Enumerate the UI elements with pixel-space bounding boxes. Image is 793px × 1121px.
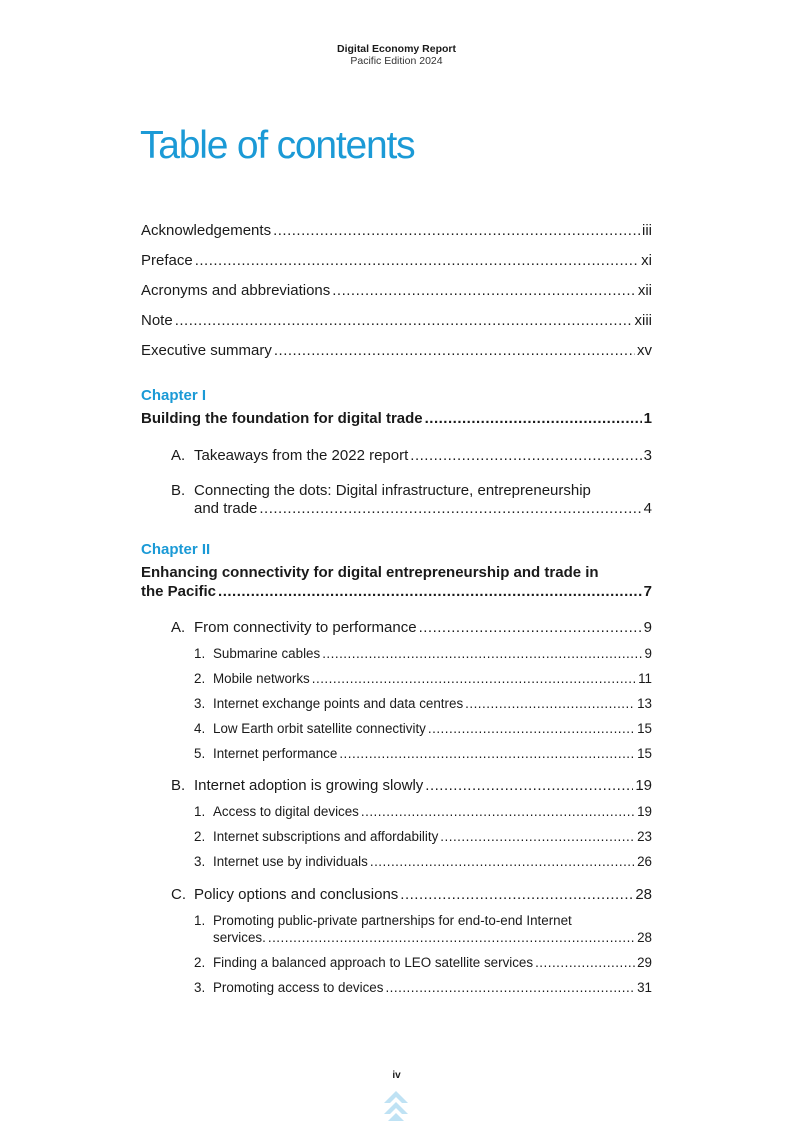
dot-leader <box>274 342 635 359</box>
toc-entry-label: Note <box>141 312 173 329</box>
subsection-title: Internet exchange points and data centres <box>213 696 464 711</box>
subsection-page: 13 <box>637 696 652 711</box>
section-letter: A. <box>171 447 186 464</box>
dot-leader <box>419 619 642 636</box>
toc-subsection[interactable] <box>213 930 652 945</box>
dot-leader <box>410 447 641 464</box>
toc-subsection[interactable] <box>213 746 652 761</box>
toc-entry-preface[interactable] <box>141 252 652 269</box>
toc-entry-page: xv <box>637 342 652 359</box>
dot-leader <box>332 282 636 299</box>
subsection-page: 15 <box>637 746 652 761</box>
section-letter: C. <box>171 886 186 903</box>
page-title: Table of contents <box>140 124 415 167</box>
section-page: 19 <box>635 777 652 794</box>
subsection-title-line1[interactable]: Promoting public-private partnerships for end-to-end Internet <box>213 913 572 928</box>
toc-subsection[interactable] <box>213 955 652 970</box>
dot-leader <box>268 930 635 945</box>
subsection-page: 29 <box>637 955 652 970</box>
dot-leader <box>175 312 633 329</box>
toc-entry-label: Preface <box>141 252 193 269</box>
toc-subsection[interactable] <box>213 804 652 819</box>
item-number: 3. <box>194 696 206 711</box>
item-number: 3. <box>194 854 206 869</box>
subsection-page: 26 <box>637 854 652 869</box>
section-title: Internet adoption is growing slowly <box>194 777 424 794</box>
subsection-title: Finding a balanced approach to LEO satellite services <box>213 955 534 970</box>
subsection-page: 23 <box>637 829 652 844</box>
dot-leader <box>273 222 640 239</box>
item-number: 4. <box>194 721 206 736</box>
toc-chapter-2[interactable] <box>141 583 652 600</box>
dot-leader <box>400 886 633 903</box>
dot-leader <box>259 500 641 517</box>
section-page: 9 <box>643 619 652 636</box>
running-header <box>0 43 793 67</box>
toc-entry-executive-summary[interactable] <box>141 342 652 359</box>
section-page: 3 <box>643 447 652 464</box>
chevron-up-icon <box>382 1089 410 1121</box>
subsection-title: Internet subscriptions and affordability <box>213 829 439 844</box>
section-letter: B. <box>171 777 186 794</box>
section-page: 4 <box>643 500 652 517</box>
toc-subsection[interactable] <box>213 646 652 661</box>
dot-leader <box>440 829 635 844</box>
toc-entry-note[interactable] <box>141 312 652 329</box>
toc-entry-label: Acronyms and abbreviations <box>141 282 331 299</box>
chapter-1-label: Chapter I <box>141 387 207 404</box>
dot-leader <box>361 804 635 819</box>
dot-leader <box>218 583 642 600</box>
dot-leader <box>385 980 635 995</box>
dot-leader <box>428 721 635 736</box>
dot-leader <box>195 252 639 269</box>
section-title-line2: and trade <box>194 500 258 517</box>
subsection-page: 28 <box>637 930 652 945</box>
toc-subsection[interactable] <box>213 721 652 736</box>
toc-entry-page: iii <box>642 222 652 239</box>
toc-entry-page: xi <box>641 252 652 269</box>
chapter-2-title-line1[interactable]: Enhancing connectivity for digital entrepreneurship and trade in <box>141 564 599 581</box>
toc-subsection[interactable] <box>213 854 652 869</box>
item-number: 1. <box>194 646 206 661</box>
toc-chapter-1[interactable] <box>141 410 652 427</box>
toc-section-2c[interactable] <box>194 886 652 903</box>
toc-section-2b[interactable] <box>194 777 652 794</box>
toc-subsection[interactable] <box>213 671 652 686</box>
section-title: Takeaways from the 2022 report <box>194 447 409 464</box>
item-number: 2. <box>194 955 206 970</box>
toc-subsection[interactable] <box>213 980 652 995</box>
chapter-title: Building the foundation for digital trade <box>141 410 423 427</box>
section-letter: B. <box>171 482 186 499</box>
item-number: 3. <box>194 980 206 995</box>
dot-leader <box>535 955 635 970</box>
subsection-title: Internet performance <box>213 746 338 761</box>
chapter-page: 1 <box>643 410 652 427</box>
toc-section-2a[interactable] <box>194 619 652 636</box>
toc-entry-acknowledgements[interactable] <box>141 222 652 239</box>
chapter-title-line2: the Pacific <box>141 583 217 600</box>
toc-entry-page: xiii <box>634 312 652 329</box>
item-number: 2. <box>194 671 206 686</box>
toc-subsection[interactable] <box>213 829 652 844</box>
item-number: 1. <box>194 804 206 819</box>
dot-leader <box>425 777 633 794</box>
section-page: 28 <box>635 886 652 903</box>
subsection-page: 19 <box>637 804 652 819</box>
toc-subsection[interactable] <box>213 696 652 711</box>
section-letter: A. <box>171 619 186 636</box>
subsection-title: Promoting access to devices <box>213 980 384 995</box>
section-title-line1[interactable]: Connecting the dots: Digital infrastructure, entrepreneurship <box>194 482 591 499</box>
dot-leader <box>322 646 642 661</box>
report-title: Digital Economy Report <box>336 43 456 55</box>
toc-entry-page: xii <box>637 282 652 299</box>
subsection-page: 31 <box>637 980 652 995</box>
page-number: iv <box>392 1070 401 1081</box>
toc-section-1a[interactable] <box>194 447 652 464</box>
subsection-title: Submarine cables <box>213 646 321 661</box>
toc-entry-label: Executive summary <box>141 342 272 359</box>
dot-leader <box>465 696 635 711</box>
dot-leader <box>370 854 635 869</box>
chapter-2-label: Chapter II <box>141 541 211 558</box>
subsection-title: Access to digital devices <box>213 804 359 819</box>
toc-section-1b[interactable] <box>194 500 652 517</box>
toc-entry-label: Acknowledgements <box>141 222 272 239</box>
subsection-title-line2: services. <box>213 930 266 945</box>
section-title: From connectivity to performance <box>194 619 417 636</box>
subsection-title: Internet use by individuals <box>213 854 368 869</box>
subsection-title: Low Earth orbit satellite connectivity <box>213 721 426 736</box>
dot-leader <box>425 410 642 427</box>
item-number: 1. <box>194 913 206 928</box>
section-title: Policy options and conclusions <box>194 886 399 903</box>
subsection-page: 11 <box>638 671 652 686</box>
subsection-page: 9 <box>644 646 652 661</box>
subsection-page: 15 <box>637 721 652 736</box>
item-number: 2. <box>194 829 206 844</box>
subsection-title: Mobile networks <box>213 671 310 686</box>
report-edition: Pacific Edition 2024 <box>350 55 443 67</box>
toc-entry-acronyms[interactable] <box>141 282 652 299</box>
item-number: 5. <box>194 746 206 761</box>
dot-leader <box>312 671 636 686</box>
chapter-page: 7 <box>643 583 652 600</box>
dot-leader <box>339 746 635 761</box>
